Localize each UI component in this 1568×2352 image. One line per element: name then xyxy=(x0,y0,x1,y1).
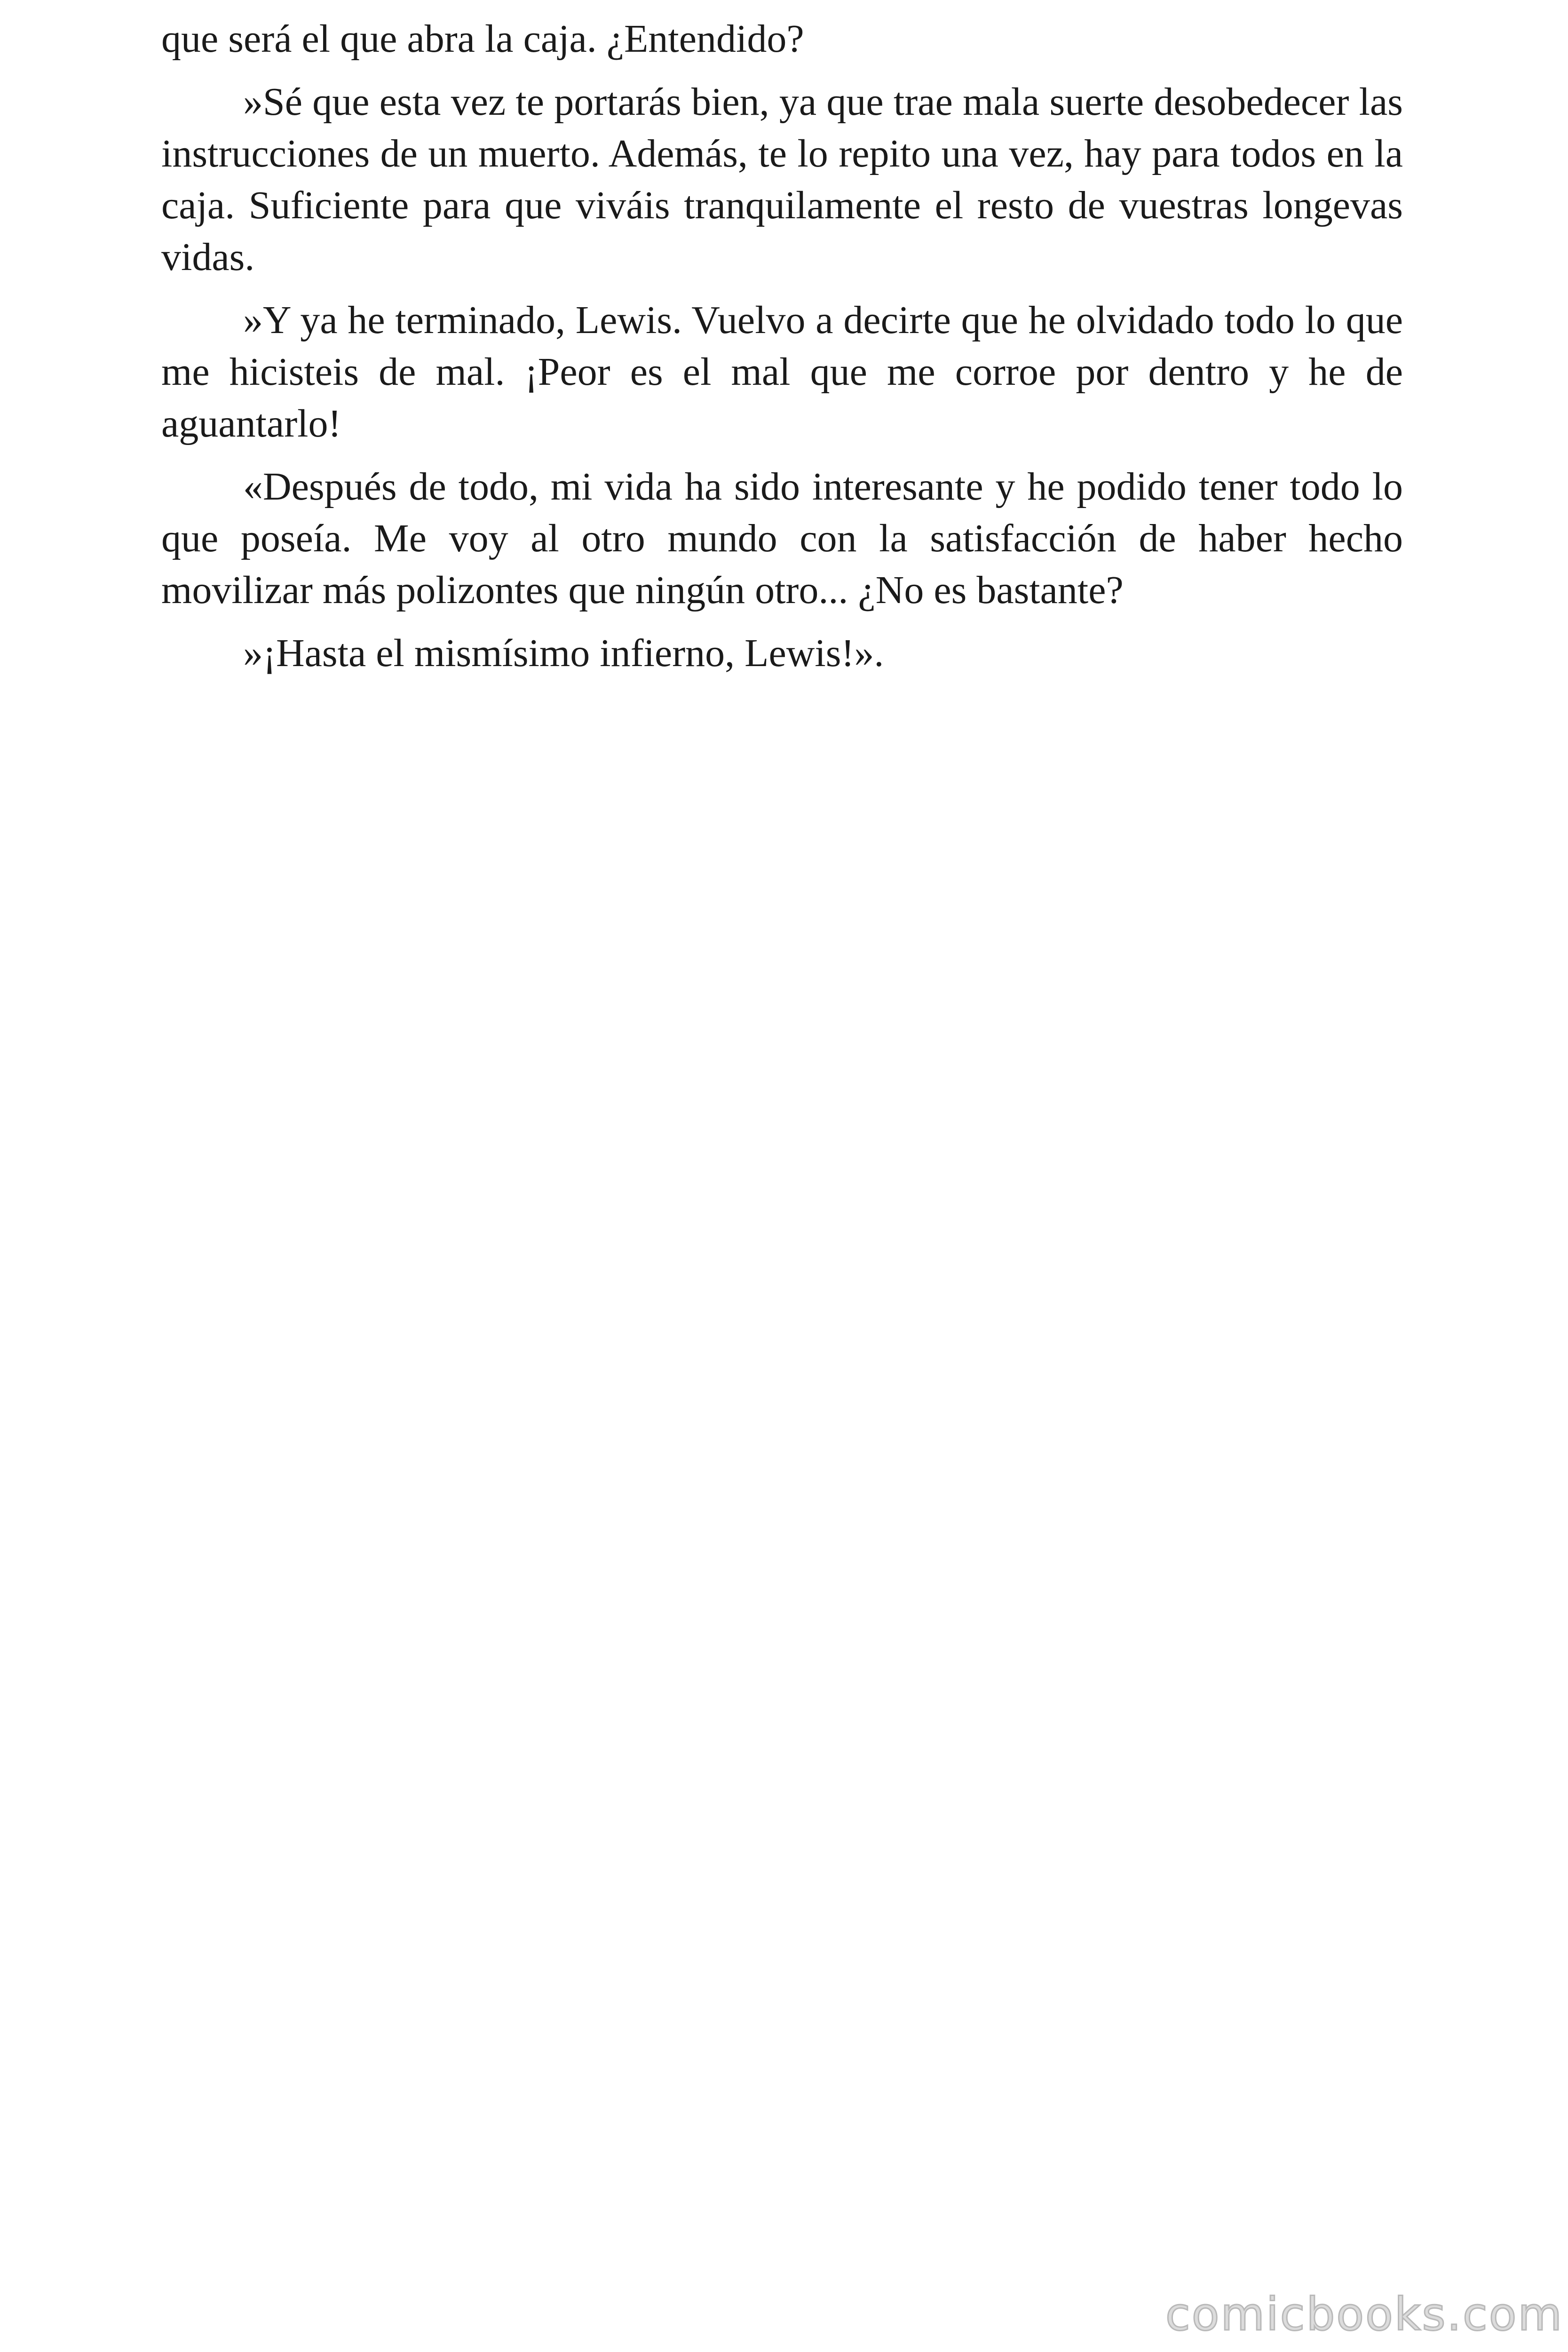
watermark-text: comicbooks.com xyxy=(1165,2288,1564,2341)
paragraph-instructions: »Sé que esta vez te portarás bien, ya que trae mala suerte desobedecer las instrucciones de un muerto. Además, te lo repito una vez, hay para todos en la caja. Suficiente para que viváis tranquilamente el resto de vuestras longevas vidas. xyxy=(161,80,1403,279)
paragraph-farewell: »Y ya he terminado, Lewis. Vuelvo a decirte que he olvidado todo lo que me hicisteis de mal. ¡Peor es el mal que me corroe por dentro y he de aguantarlo! xyxy=(161,298,1403,445)
paragraph-reflection: «Después de todo, mi vida ha sido interesante y he podido tener todo lo que poseía. Me voy al otro mundo con la satisfacción de haber hecho movilizar más polizontes que ningún otro... ¿No es bastante? xyxy=(161,465,1403,612)
document-body xyxy=(161,13,1403,691)
paragraph-continuation: que será el que abra la caja. ¿Entendido? xyxy=(161,17,804,61)
paragraph-closing: »¡Hasta el mismísimo infierno, Lewis!». xyxy=(243,631,884,675)
